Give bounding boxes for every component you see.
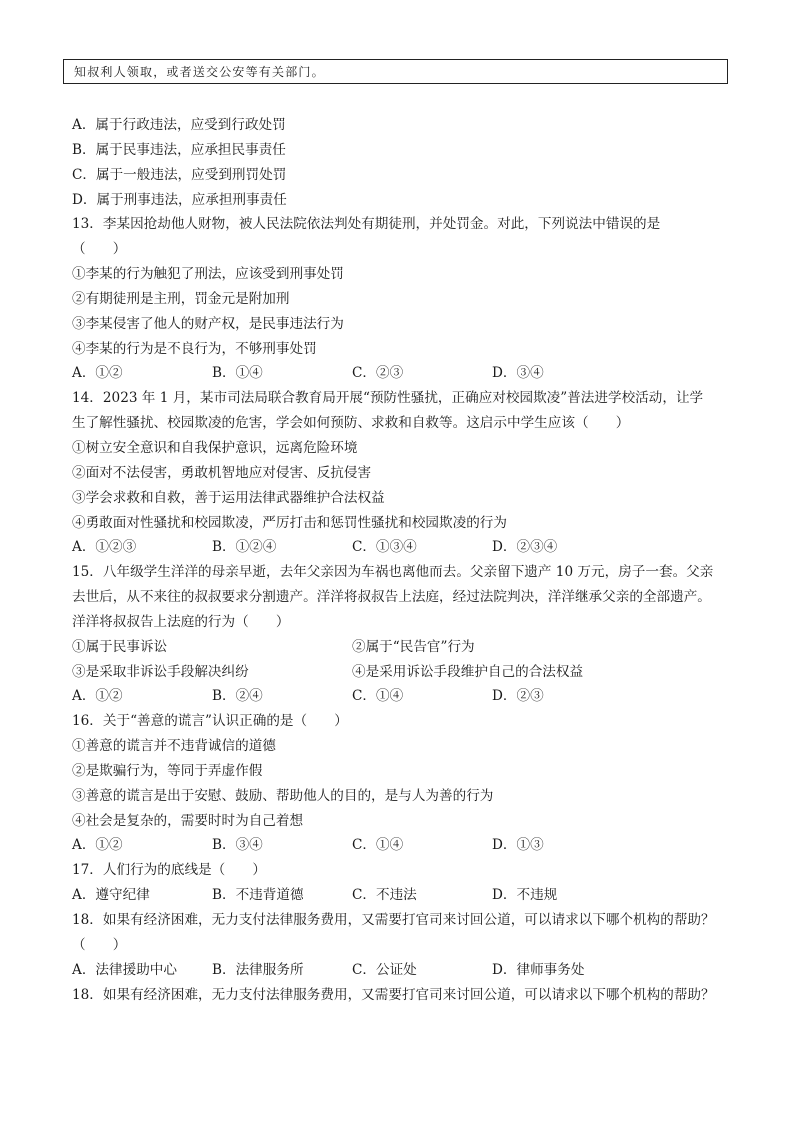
q16-statement-2: ②是欺骗行为，等同于弄虚作假 <box>72 762 263 779</box>
q14-stem-line-1: 14．2023 年 1 月，某市司法局联合教育局开展“预防性骚扰，正确应对校园欺凌”普法进学校活动，让学 <box>72 390 704 407</box>
q15-stem-line-2: 去世后，从不来往的叔叔要求分割遗产。洋洋将叔叔告上法庭，经过法院判决，洋洋继承父亲的全部遗产。 <box>72 589 711 606</box>
q14-options <box>72 535 742 560</box>
q17-option-b: B．不违背道德 <box>212 887 304 904</box>
q14-statement-3: ③学会求救和自救，善于运用法律武器维护合法权益 <box>72 489 385 506</box>
q17-stem: 17．人们行为的底线是（ ） <box>72 862 267 879</box>
q15-statement-4: ④是采用诉讼手段维护自己的合法权益 <box>352 663 584 680</box>
q14-statement-4: ④勇敢面对性骚扰和校园欺凌，严厉打击和惩罚性骚扰和校园欺凌的行为 <box>72 514 507 531</box>
box-text: 知叔利人领取，或者送交公安等有关部门。 <box>74 65 325 79</box>
q18-option-d: D．律师事务处 <box>492 961 585 978</box>
q13-answer-blank: （ ） <box>72 241 127 258</box>
q13-stem: 13．李某因抢劫他人财物，被人民法院依法判处有期徒刑，并处罚金。对此，下列说法中错误的是 <box>72 216 661 233</box>
q18-repeat-stem: 18．如果有经济困难，无力支付法律服务费用，又需要打官司来讨回公道，可以请求以下哪个机构的帮助？ <box>72 986 715 1003</box>
question-list <box>72 113 742 1007</box>
q12-option-a: A．属于行政违法，应受到行政处罚 <box>72 117 286 133</box>
q15-statement-2: ②属于“民告官”行为 <box>352 638 475 655</box>
q14-option-c: C．①③④ <box>352 539 417 556</box>
q13-statement-2: ②有期徒刑是主刑，罚金元是附加刑 <box>72 290 290 307</box>
q13-options <box>72 361 742 386</box>
q15-option-a: A．①② <box>72 688 123 705</box>
q18-answer-blank: （ ） <box>72 936 127 953</box>
q15-statement-3: ③是采取非诉讼手段解决纠纷 <box>72 663 249 680</box>
q18-option-a: A．法律援助中心 <box>72 961 177 978</box>
q15-statement-1: ①属于民事诉讼 <box>72 638 168 655</box>
q14-statement-2: ②面对不法侵害，勇敢机智地应对侵害、反抗侵害 <box>72 464 372 481</box>
q18-option-c: C．公证处 <box>352 961 417 978</box>
q15-statements-row-2 <box>72 660 742 685</box>
q13-option-c: C．②③ <box>352 365 404 382</box>
q13-option-a: A．①② <box>72 365 123 382</box>
q14-option-b: B．①②④ <box>212 539 277 556</box>
q18-stem: 18．如果有经济困难，无力支付法律服务费用，又需要打官司来讨回公道，可以请求以下哪个机构的帮助？ <box>72 912 715 928</box>
q16-stem: 16．关于“善意的谎言”认识正确的是（ ） <box>72 713 348 730</box>
q15-statements-row-1 <box>72 635 742 660</box>
q14-statement-1: ①树立安全意识和自我保护意识，远离危险环境 <box>72 439 358 456</box>
q17-options <box>72 883 742 908</box>
q13-statement-3: ③李某侵害了他人的财产权，是民事违法行为 <box>72 315 344 332</box>
q15-options <box>72 684 742 709</box>
q17-option-d: D．不违规 <box>492 887 558 904</box>
q16-options <box>72 833 742 858</box>
q15-option-b: B．②④ <box>212 688 263 705</box>
q15-stem-line-3: 洋洋将叔叔告上法庭的行为（ ） <box>72 613 290 630</box>
q14-option-d: D．②③④ <box>492 539 558 556</box>
q13-option-d: D．③④ <box>492 365 544 382</box>
q16-option-a: A．①② <box>72 837 123 854</box>
q14-option-a: A．①②③ <box>72 539 137 556</box>
q16-option-c: C．①④ <box>352 837 404 854</box>
q16-option-d: D．①③ <box>492 837 544 854</box>
q18-options <box>72 958 742 983</box>
q15-stem-line-1: 15．八年级学生洋洋的母亲早逝，去年父亲因为车祸也离他而去。父亲留下遗产 10 万元，房子一套。父亲 <box>72 564 714 581</box>
q14-stem-line-2: 生了解性骚扰、校园欺凌的危害，学会如何预防、求救和自救等。这启示中学生应该（ ） <box>72 415 630 432</box>
q13-statement-1: ①李某的行为触犯了刑法，应该受到刑事处罚 <box>72 266 344 283</box>
q15-option-d: D．②③ <box>492 688 544 705</box>
q12-option-d: D．属于刑事违法，应承担刑事责任 <box>72 191 287 208</box>
q15-option-c: C．①④ <box>352 688 404 705</box>
q13-statement-4: ④李某的行为是不良行为，不够刑事处罚 <box>72 340 317 357</box>
continued-answer-box <box>63 59 728 84</box>
q17-option-c: C．不违法 <box>352 887 417 904</box>
q13-option-b: B．①④ <box>212 365 263 382</box>
q16-statement-3: ③善意的谎言是出于安慰、鼓励、帮助他人的目的，是与人为善的行为 <box>72 787 494 804</box>
q16-statement-1: ①善意的谎言并不违背诚信的道德 <box>72 738 276 755</box>
q18-option-b: B．法律服务所 <box>212 961 304 978</box>
q12-option-b: B．属于民事违法，应承担民事责任 <box>72 141 286 158</box>
q12-option-c: C．属于一般违法，应受到刑罚处罚 <box>72 166 287 183</box>
q16-statement-4: ④社会是复杂的，需要时时为自己着想 <box>72 812 304 829</box>
q16-option-b: B．③④ <box>212 837 263 854</box>
q17-option-a: A．遵守纪律 <box>72 887 150 904</box>
